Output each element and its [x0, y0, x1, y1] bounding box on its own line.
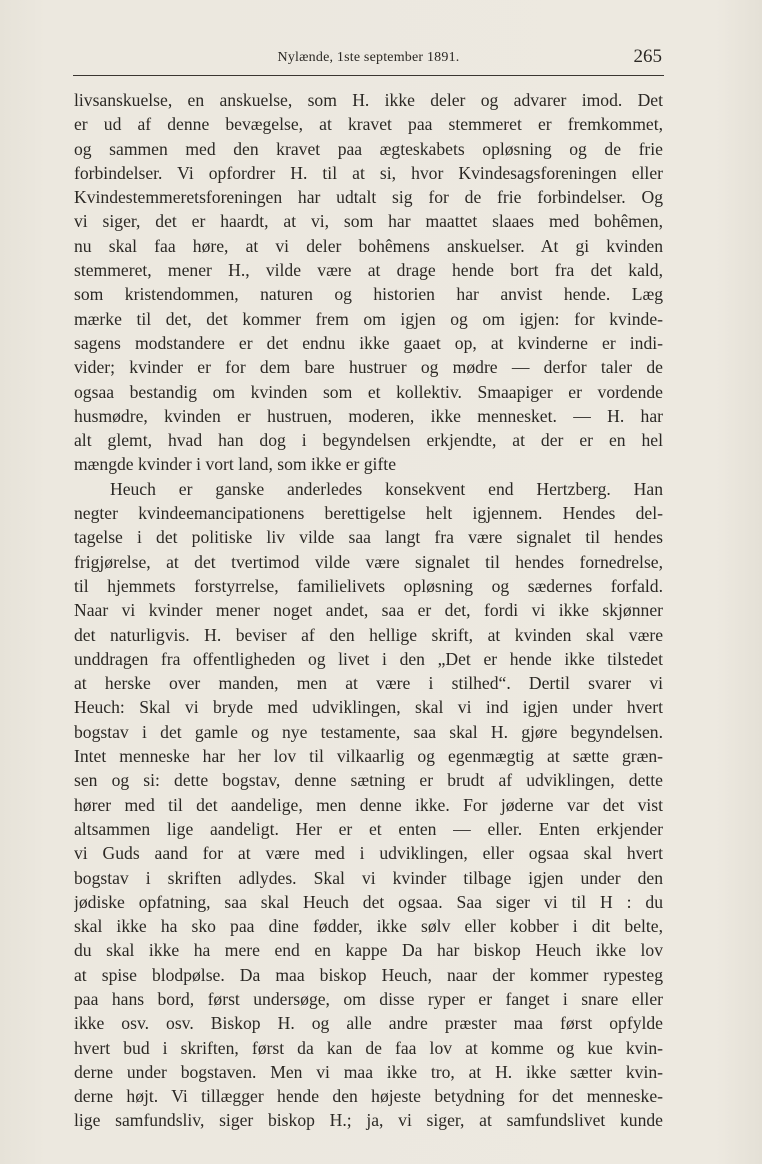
text-line: alt glemt, hvad han dog i begyndelsen erkjendte, at der er en hel: [74, 430, 663, 451]
text-line: hører med til det aandelige, men denne ikke. For jøderne var det vist: [74, 794, 663, 815]
text-line: det naturligvis. H. beviser af den hellige skrift, at kvinden skal være: [74, 624, 663, 645]
text-line: ogsaa bestandig om kvinden som et kollektiv. Smaapiger er vordende: [74, 381, 663, 402]
text-line: du skal ikke ha mere end en kappe Da har biskop Heuch ikke lov: [74, 940, 663, 961]
text-line: at spise blodpølse. Da maa biskop Heuch, naar der kommer rypesteg: [74, 964, 663, 985]
text-line: og sammen med den kravet paa ægteskabets opløsning og de frie: [74, 138, 663, 159]
text-line: paa hans bord, først undersøge, om disse ryper er fanget i snare eller: [74, 988, 663, 1009]
text-line-paragraph-start: Heuch er ganske anderledes konsekvent end Hertzberg. Han: [110, 478, 663, 499]
text-line: sen og si: dette bogstav, denne sætning er brudt af udviklingen, dette: [74, 770, 663, 791]
text-line: nu skal faa høre, at vi deler bohêmens anskuelser. At gi kvinden: [74, 235, 663, 256]
page-number: 265: [633, 46, 662, 67]
text-line: derne under bogstaven. Men vi maa ikke tro, at H. ikke sætter kvin-: [74, 1061, 663, 1082]
header-rule: [73, 75, 664, 76]
body-text: [74, 88, 663, 1133]
text-line: vi Guds aand for at være med i udviklingen, eller ogsaa skal hvert: [74, 843, 663, 864]
text-line: bogstav i skriften adlydes. Skal vi kvinder tilbage igjen under den: [74, 867, 663, 888]
page-header: [73, 44, 664, 74]
text-line: hvert bud i skriften, først da kan de faa lov at komme og kue kvin-: [74, 1037, 663, 1058]
text-line: ikke osv. osv. Biskop H. og alle andre præster maa først opfylde: [74, 1013, 663, 1034]
text-line: negter kvindeemancipationens berettigelse helt igjennem. Hendes del-: [74, 503, 663, 524]
text-line-paragraph-end: mængde kvinder i vort land, som ikke er gifte: [74, 454, 396, 475]
text-line: er ud af denne bevægelse, at kravet paa stemmeret er fremkommet,: [74, 114, 663, 135]
text-line: at herske over manden, men at være i stilhed“. Dertil svarer vi: [74, 673, 663, 694]
text-line: unddragen fra offentligheden og livet i den „Det er hende ikke tilstedet: [74, 648, 663, 669]
text-line: som kristendommen, naturen og historien har anvist hende. Læg: [74, 284, 663, 305]
text-line: forbindelser. Vi opfordrer H. til at si, hvor Kvindesagsforeningen eller: [74, 162, 663, 183]
running-head: Nylænde, 1ste september 1891.: [277, 50, 460, 65]
text-line: stemmeret, mener H., vilde være at drage hende bort fra det kald,: [74, 260, 663, 281]
text-line: Kvindestemmeretsforeningen har udtalt sig for de frie forbindelser. Og: [74, 187, 663, 208]
text-line: sagens modstandere er det endnu ikke gaaet op, at kvinderne er indi-: [74, 332, 663, 353]
text-line: derne højt. Vi tillægger hende den højeste betydning for det menneske-: [74, 1086, 663, 1107]
text-line: bogstav i det gamle og nye testamente, saa skal H. gjøre begyndelsen.: [74, 721, 663, 742]
text-line: altsammen lige aandeligt. Her er et enten — eller. Enten erkjender: [74, 818, 663, 839]
text-line: vider; kvinder er for dem bare hustruer og mødre — derfor taler de: [74, 357, 663, 378]
text-line: husmødre, kvinden er hustruen, moderen, ikke mennesket. — H. har: [74, 405, 663, 426]
text-line: til hjemmets forstyrrelse, familielivets opløsning og sædernes forfald.: [74, 575, 663, 596]
text-line: lige samfundsliv, siger biskop H.; ja, vi siger, at samfundslivet kunde: [74, 1110, 663, 1131]
text-line: Naar vi kvinder mener noget andet, saa er det, fordi vi ikke skjønner: [74, 600, 663, 621]
text-line: frigjørelse, at det tvertimod vilde være signalet til hendes fornedrelse,: [74, 551, 663, 572]
text-line: jødiske opfatning, saa skal Heuch det ogsaa. Saa siger vi til H : du: [74, 891, 663, 912]
text-line: vi siger, det er haardt, at vi, som har maattet slaaes med bohêmen,: [74, 211, 663, 232]
text-line: livsanskuelse, en anskuelse, som H. ikke deler og advarer imod. Det: [74, 90, 663, 110]
text-line: Intet menneske har her lov til vilkaarlig og egenmægtig at sætte græn-: [74, 746, 663, 767]
text-line: mærke til det, det kommer frem om igjen og om igjen: for kvinde-: [74, 308, 663, 329]
text-line: tagelse i det politiske liv vilde saa langt fra være signalet til hendes: [74, 527, 663, 548]
text-line: Heuch: Skal vi bryde med udviklingen, skal vi ind igjen under hvert: [74, 697, 663, 718]
text-line: skal ikke ha sko paa dine fødder, ikke sølv eller kobber i dit belte,: [74, 916, 663, 937]
